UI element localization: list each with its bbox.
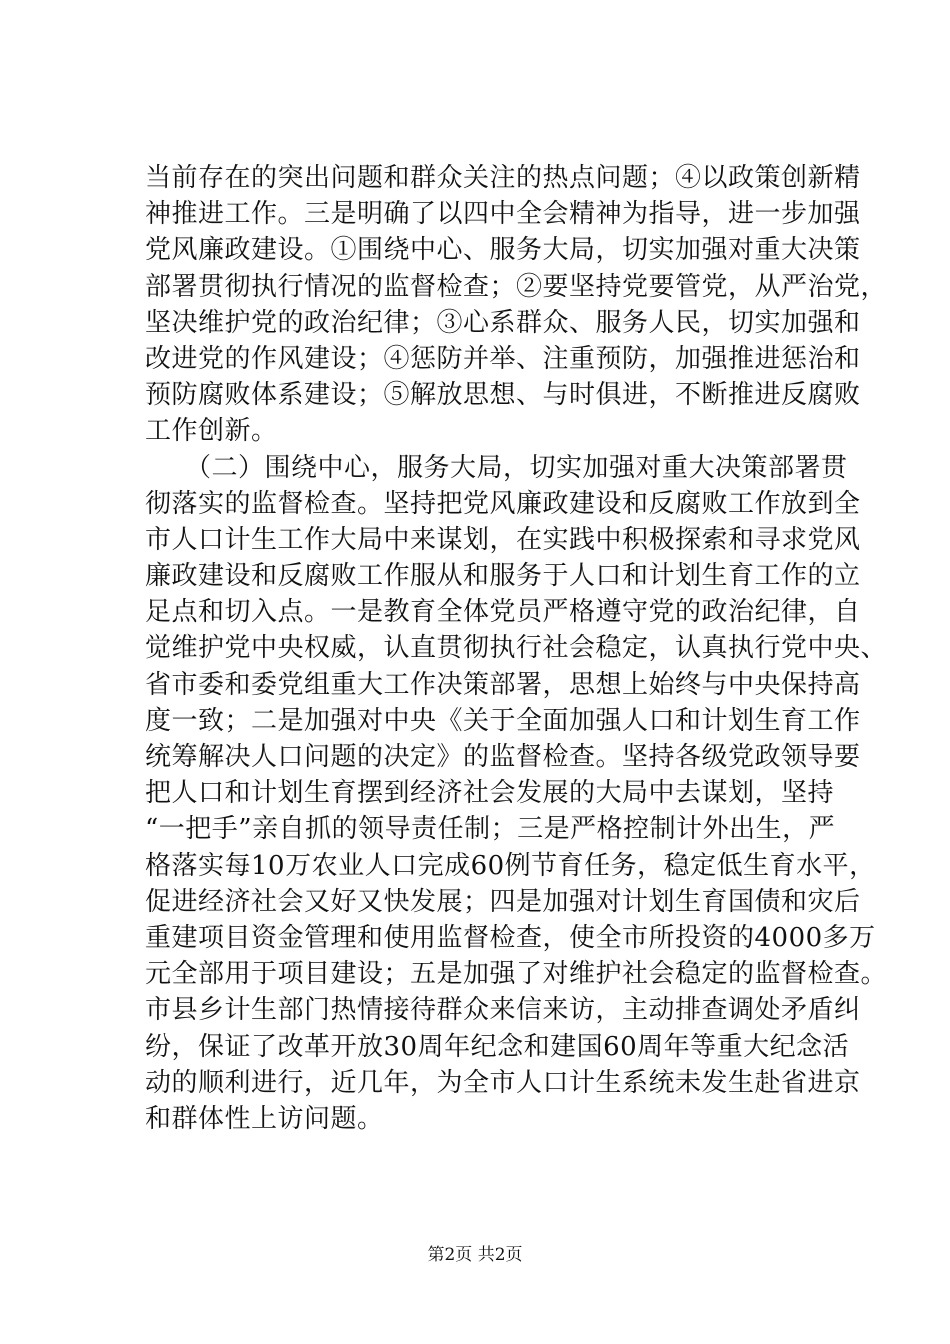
text-line: “一把手”亲自抓的领导责任制；三是严格控制计外出生，严: [145, 814, 836, 845]
text-line: 彻落实的监督检查。坚持把党风廉政建设和反腐败工作放到全: [145, 488, 861, 519]
text-line: 预防腐败体系建设；⑤解放思想、与时俱进，不断推进反腐败: [145, 380, 861, 411]
text-line: 把人口和计划生育摆到经济社会发展的大局中去谋划，坚持: [145, 778, 835, 809]
page-footer: 第2页 共2页: [427, 1245, 523, 1265]
text-line: 市县乡计生部门热情接待群众来信来访，主动排查调处矛盾纠: [145, 995, 861, 1026]
text-line: 觉维护党中央权威，认直贯彻执行社会稳定，认真执行党中央、: [145, 633, 888, 664]
text-line: 重建项目资金管理和使用监督检查，使全市所投资的4000多万: [145, 922, 876, 953]
text-line: 部署贯彻执行情况的监督检查；②要坚持党要管党，从严治党，: [145, 271, 888, 302]
text-line: 市人口计生工作大局中来谋划，在实践中积极探索和寻求党风: [145, 524, 861, 555]
text-line: 格落实每10万农业人口完成60例节育任务，稳定低生育水平，: [145, 850, 876, 881]
text-line: 促进经济社会又好又快发展；四是加强对计划生育国债和灾后: [145, 886, 861, 917]
text-line: 当前存在的突出问题和群众关注的热点问题；④以政策创新精: [145, 163, 861, 193]
document-body: [145, 160, 888, 1137]
text-line: 改进党的作风建设；④惩防并举、注重预防，加强推进惩治和: [145, 343, 861, 374]
text-line: 元全部用于项目建设；五是加强了对维护社会稳定的监督检查。: [145, 959, 888, 990]
text-line: 度一致；二是加强对中央《关于全面加强人口和计划生育工作: [145, 705, 861, 736]
text-line: 动的顺利进行，近几年，为全市人口计生系统未发生赴省进京: [145, 1067, 861, 1098]
text-line: 省市委和委党组重大工作决策部署，思想上始终与中央保持高: [145, 669, 861, 700]
text-line: 党风廉政建设。①围绕中心、服务大局，切实加强对重大决策: [145, 235, 861, 266]
text-line: 坚决维护党的政治纪律；③心系群众、服务人民，切实加强和: [145, 307, 861, 338]
text-line: 纷，保证了改革开放30周年纪念和建国60周年等重大纪念活: [145, 1031, 850, 1062]
text-line: 廉政建设和反腐败工作服从和服务于人口和计划生育工作的立: [145, 561, 861, 592]
text-line: （二）围绕中心，服务大局，切实加强对重大决策部署贯: [145, 452, 848, 483]
text-line: 统筹解决人口问题的决定》的监督检查。坚持各级党政领导要: [145, 742, 861, 772]
text-line: 工作创新。: [145, 416, 278, 447]
text-line: 足点和切入点。一是教育全体党员严格遵守党的政治纪律，自: [145, 597, 861, 628]
text-line: 神推进工作。三是明确了以四中全会精神为指导，进一步加强: [145, 199, 861, 230]
text-line: 和群体性上访问题。: [145, 1103, 384, 1134]
